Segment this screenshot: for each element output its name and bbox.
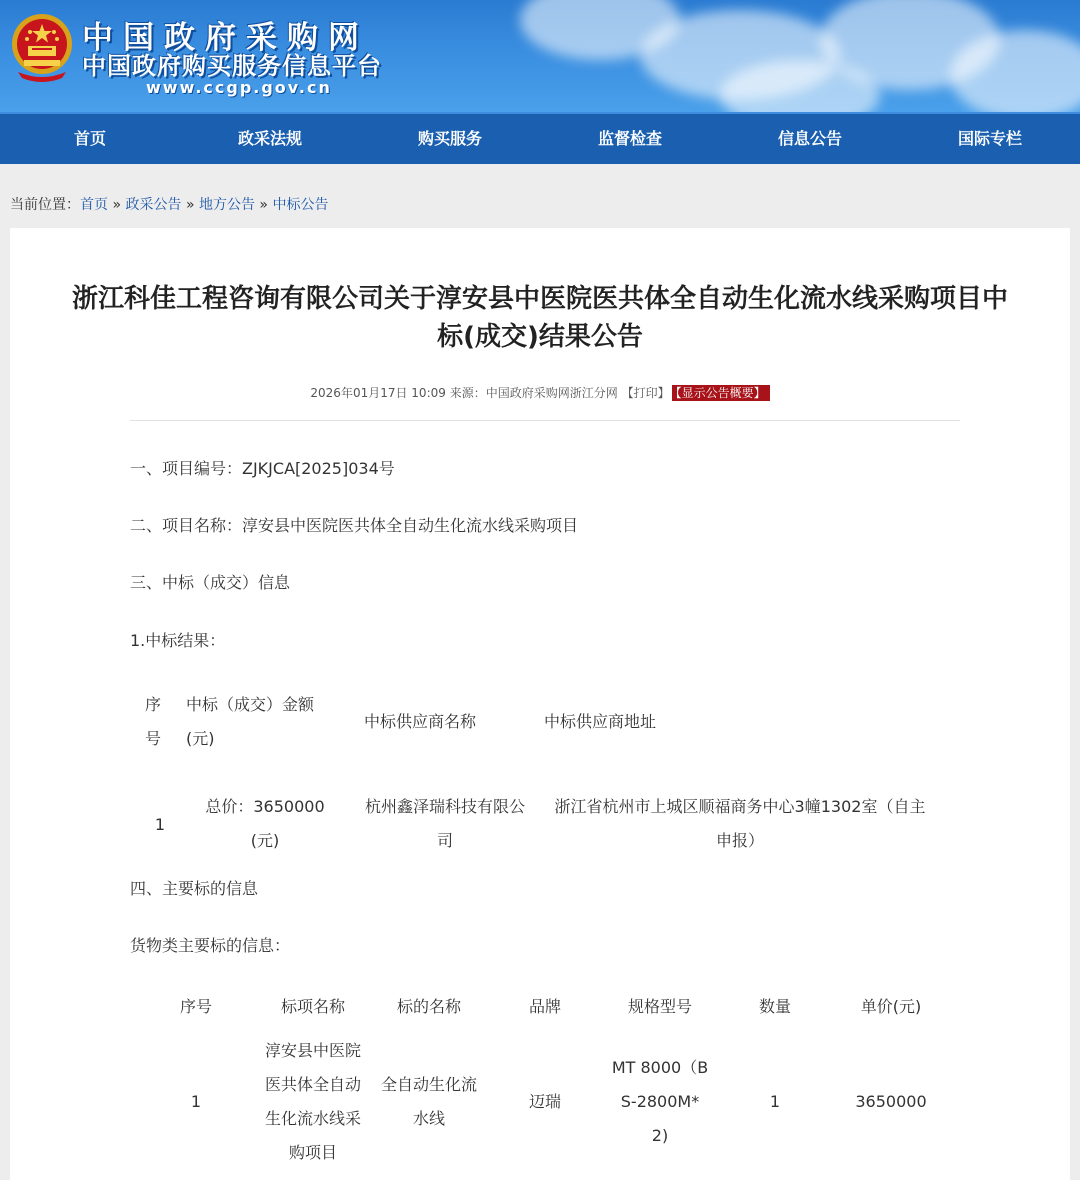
site-name: 中国政府采购网 xyxy=(82,20,369,56)
national-emblem-icon[interactable] xyxy=(8,10,76,82)
goods-header-item-name: 标项名称 xyxy=(280,997,345,1016)
article-source: 来源：中国政府采购网浙江分网 xyxy=(449,386,618,400)
nav-item-purchase-services[interactable]: 购买服务 xyxy=(417,129,482,148)
article-title-line: 浙江科佳工程咨询有限公司关于淳安县中医院医共体全自动生化流水线采购项目中 xyxy=(71,284,1008,314)
goods-header-qty: 数量 xyxy=(758,997,791,1016)
goods-cell-brand: 迈瑞 xyxy=(528,1092,561,1111)
breadcrumb xyxy=(10,194,328,214)
goods-cell-model: MT 8000（B S-2800M* 2) xyxy=(611,1058,709,1145)
publish-date: 2026年01月17日 10:09 xyxy=(310,386,446,400)
table-cell-seq: 1 xyxy=(154,815,166,834)
goods-header-unit-price: 单价(元) xyxy=(860,997,922,1016)
goods-cell-unit-price: 3650000 xyxy=(855,1092,927,1111)
breadcrumb-local-announcements[interactable]: 地方公告 xyxy=(198,197,255,213)
goods-header-brand: 品牌 xyxy=(528,997,561,1016)
project-number: 一、项目编号：ZJKJCA[2025]034号 xyxy=(130,459,395,478)
article-title xyxy=(30,280,1050,356)
section-main-items: 四、主要标的信息 xyxy=(130,879,259,898)
breadcrumb-prefix: 当前位置： xyxy=(10,197,80,213)
goods-header-target-name: 标的名称 xyxy=(396,997,461,1016)
main-nav xyxy=(0,112,1080,164)
nav-item-regulations[interactable]: 政采法规 xyxy=(237,129,302,148)
section-award-result: 1.中标结果： xyxy=(130,631,226,650)
table-cell-amount: 总价：3650000 (元) xyxy=(205,797,325,850)
breadcrumb-sep: » xyxy=(185,197,195,213)
divider xyxy=(130,420,960,421)
site-banner xyxy=(0,0,1080,112)
article-title-line: 标(成交)结果公告 xyxy=(437,322,643,352)
table-cell-address: 浙江省杭州市上城区顺福商务中心3幢1302室（自主 申报） xyxy=(554,797,926,850)
goods-header-seq: 序号 xyxy=(179,997,212,1016)
breadcrumb-sep: » xyxy=(112,197,122,213)
table-cell-supplier: 杭州鑫泽瑞科技有限公 司 xyxy=(364,797,525,850)
nav-item-home[interactable]: 首页 xyxy=(73,129,106,148)
table-header-address: 中标供应商地址 xyxy=(543,712,656,731)
article-panel xyxy=(10,228,1070,1180)
section-goods-items: 货物类主要标的信息： xyxy=(130,936,291,955)
nav-item-supervision[interactable]: 监督检查 xyxy=(597,129,662,148)
show-summary-button[interactable]: 【显示公告概要】 xyxy=(672,385,770,401)
nav-item-announcements[interactable]: 信息公告 xyxy=(777,129,842,148)
table-header-seq: 序 号 xyxy=(144,695,161,748)
breadcrumb-award-announcements[interactable]: 中标公告 xyxy=(272,197,329,213)
goods-header-model: 规格型号 xyxy=(627,997,692,1016)
breadcrumb-sep: » xyxy=(259,197,268,213)
site-url: www.ccgp.gov.cn xyxy=(146,78,332,97)
project-name: 二、项目名称：淳安县中医院医共体全自动生化流水线采购项目 xyxy=(130,516,579,535)
goods-cell-qty: 1 xyxy=(769,1092,781,1111)
goods-cell-seq: 1 xyxy=(190,1092,202,1111)
goods-cell-target-name: 全自动生化流 水线 xyxy=(380,1075,477,1128)
goods-cell-item-name: 淳安县中医院 医共体全自动 生化流水线采 购项目 xyxy=(264,1041,361,1162)
breadcrumb-home[interactable]: 首页 xyxy=(80,197,108,213)
print-link[interactable]: 【打印】 xyxy=(621,386,670,400)
table-header-amount: 中标（成交）金额 (元) xyxy=(186,695,315,748)
breadcrumb-gov-announcements[interactable]: 政采公告 xyxy=(125,197,182,213)
nav-item-international[interactable]: 国际专栏 xyxy=(957,129,1022,148)
site-subtitle: 中国政府购买服务信息平台 xyxy=(82,52,382,80)
table-header-supplier: 中标供应商名称 xyxy=(363,712,476,731)
section-award-info: 三、中标（成交）信息 xyxy=(130,573,291,592)
article-meta xyxy=(10,384,1070,401)
